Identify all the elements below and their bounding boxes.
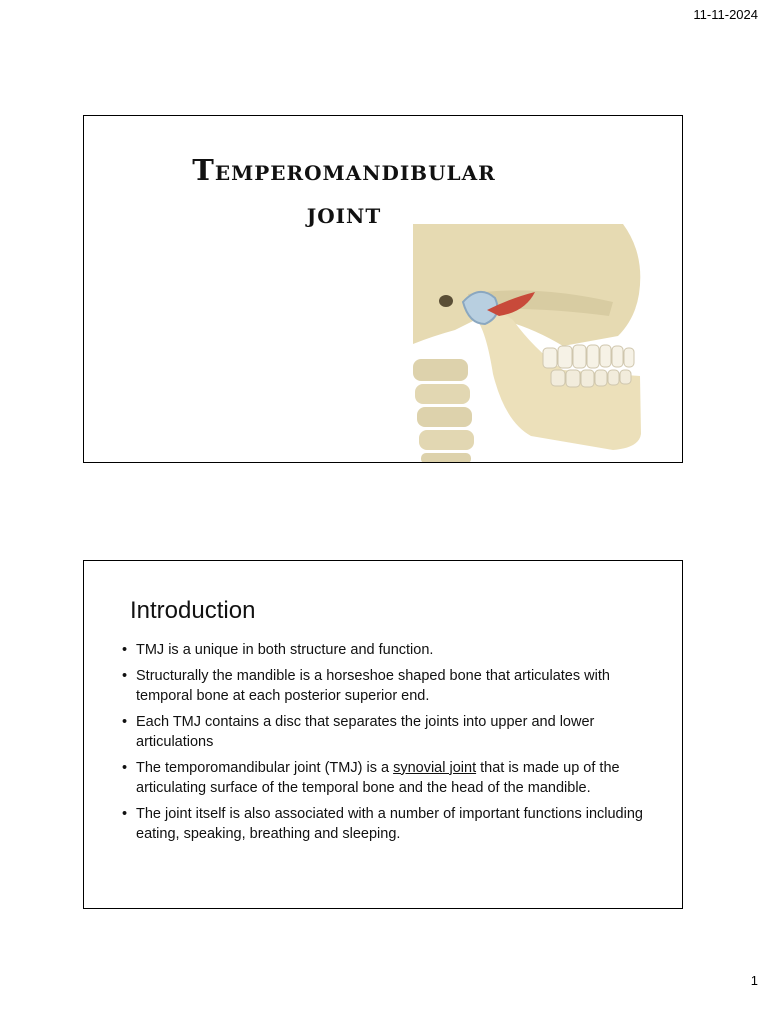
bullet-item: [112, 712, 652, 753]
bullet-item: [112, 804, 652, 845]
bullet-text: Each TMJ contains a disc that separates the joints into upper and lower articulations: [136, 713, 595, 750]
skull-jaw-illustration: [413, 224, 646, 463]
bullet-icon: •: [122, 667, 128, 684]
bullet-item: [112, 758, 652, 799]
bullet-icon: •: [122, 713, 128, 730]
title-slide: [83, 115, 683, 463]
bullet-icon: •: [122, 805, 128, 822]
synovial-joint-link[interactable]: synovial joint: [393, 759, 477, 776]
cervical-spine: [413, 359, 474, 463]
title-line-1: Temperomandibular: [192, 153, 496, 187]
cranium: [413, 224, 640, 346]
bullet-text: TMJ is a unique in both structure and function.: [136, 642, 434, 658]
upper-teeth: [543, 345, 634, 368]
title-line-2: joint: [306, 196, 382, 230]
slide-title: [134, 149, 554, 235]
section-heading: Introduction: [130, 597, 256, 624]
bullet-icon: •: [122, 642, 128, 658]
page-number: 1: [750, 973, 758, 988]
bullet-icon: •: [122, 759, 128, 776]
bullet-list: [112, 640, 652, 850]
ear-canal: [439, 295, 453, 307]
bullet-text-start: The temporomandibular joint (TMJ) is a: [136, 759, 394, 776]
bullet-text-end: that is made up of the articulating surface of the temporal bone and the head of the mandible.: [136, 759, 620, 796]
bullet-item: [112, 666, 652, 707]
introduction-slide: [83, 560, 683, 909]
bullet-text: The joint itself is also associated with a number of important functions including eating, speaking, breathing and sleeping.: [136, 805, 643, 842]
bullet-item: [112, 640, 652, 661]
bullet-text: Structurally the mandible is a horseshoe shaped bone that articulates with temporal bone at each posterior superior end.: [136, 667, 610, 704]
page-date: 11-11-2024: [693, 7, 758, 22]
